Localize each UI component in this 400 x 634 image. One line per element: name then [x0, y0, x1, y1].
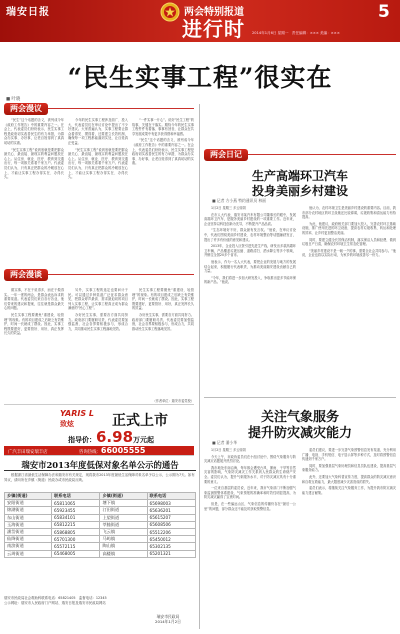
article-byline: ■ 记者 方小燕 特约通讯员 林丽	[212, 198, 266, 203]
table-header-row	[5, 493, 196, 500]
article-column-1	[204, 448, 296, 628]
notice-title-underline	[4, 470, 196, 471]
paragraph: “民生”这个话题的含义，被列成今年《政府工作报告》中的重要内容之一。在会上，代表委员们纷纷表示，民生实事工程是政府切实改善民生的有力举措，为群众办实事、办好事，让老百姓得到了真真切切的实惠。	[132, 138, 194, 166]
masthead	[0, 0, 400, 42]
ad-footer-bar	[4, 446, 194, 455]
table-body	[5, 500, 196, 558]
lowincome-table	[4, 492, 196, 558]
footer-contact: 瑞安市民政局社会救助科联系电话：65821405 监督电话：12345	[4, 596, 107, 600]
ad-price-value: 6.98	[96, 428, 134, 446]
article-title-line2: 提升防灾减灾能力	[247, 426, 352, 441]
table-row	[5, 521, 196, 528]
page-number: 5	[378, 2, 390, 22]
table-cell: 65572115	[52, 543, 100, 550]
paragraph: 一位来自基层的委员说，近年来，我市气象部门不断加强气象监测预警体系建设，气象预报的准确率和时效性明显提高，为防灾减灾赢得了宝贵时间。	[204, 486, 296, 500]
paragraph: “民生实事工程”说到底就是要把群众最关心、最直接、最现实的利益问题放在心上。从住房、就业、医疗、教育到交通出行，每一项都关系着千家万户。代表委员们认为，只有真正把群众的冷暖放在心上，才能让实事工程办得实在、办得长久。	[68, 147, 128, 180]
table-cell: 上望街道	[100, 514, 147, 521]
paragraph: “民生”这个话题的含义，被列成今年《政府工作报告》中的重要内容之一。在会上，代表委员们纷纷表示，民生实事工程是政府切实改善民生的有力举措，为群众办实事、办好事，让老百姓得到了真真切切的实惠。	[4, 118, 64, 145]
ad-price-unit: 万元起	[133, 436, 155, 444]
table-cell: 65868805	[52, 528, 100, 535]
date-line	[252, 31, 340, 36]
ad-hotline: 66005555	[100, 446, 146, 455]
ad-brand-cn: 致炫	[60, 420, 74, 428]
table-cell: 陶山镇	[100, 543, 147, 550]
article-title-line1: 关注气象服务	[260, 410, 339, 425]
column-header: 联系电话	[52, 493, 100, 500]
column-header: 乡镇(街道)	[100, 493, 147, 500]
paragraph: 今年的民生实事工程涉及面广、投入大，代表委员们在审议讨论中提出了不少好建议。大家普遍认为，实事工程要让群众看得见、摸得着，还要建立长效机制，确保每一项工程都能落到实处，让百姓真正受益。	[68, 118, 128, 145]
table-cell: 南滨街道	[5, 543, 52, 550]
ad-price	[68, 428, 154, 446]
table-row	[5, 543, 196, 550]
paragraph: “一件实事一片心”。说好“民生工程”的故事，关键在于落实。期待今年的民生实事工程件件有着落、事事有回音，让群众在共享发展成果中有更多获得感和幸福感。	[132, 118, 194, 136]
paragraph: 办好民生实事，需要各方面共同努力。政府部门要履职尽责，代表委员要加强监督，社会各界要积极参与，形成合力，共同推动民生实事工程落地见效。	[68, 312, 128, 331]
article-column-1	[204, 206, 296, 392]
main-headline: “民生实事工程”很实在	[67, 63, 333, 92]
table-row	[5, 507, 196, 514]
emblem-icon	[160, 2, 180, 22]
table-cell: 65811065	[52, 500, 100, 507]
table-cell: 65812215	[52, 521, 100, 528]
paragraph: 民生实事工程要避免“重建设、轻管理”的现象。有的项目建成之后缺乏有效维护，时间一长就成了摆设。因此，实事工程既要建好，更要管好、用好，真正发挥长久的效益。	[132, 288, 194, 311]
paragraph: “民生实事工程”说到底就是要把群众最关心、最直接、最现实的利益问题放在心上。从住房、就业、医疗、教育到交通出行，每一项都关系着千家万户。代表委员们认为，只有真正把群众的冷暖放在心上，才能让实事工程办得实在、办得长久。	[4, 147, 64, 180]
table-cell: 65468005	[52, 550, 100, 557]
paragraph: 1月2日 星期三 多云转阴	[211, 206, 246, 210]
table-cell: 高楼镇	[100, 550, 147, 557]
paragraph: 做实事，不在于说得多，而在于做得实。一年一度的两会，是群众表达诉求的重要渠道。代表委员们来自各行各业，他们带来的建议和提案，往往就是群众最关心的问题。	[4, 288, 64, 311]
footer-website: 公示网址：瑞安市人民政府门户网站、瑞安日报及瑞安市民政局网站	[4, 600, 106, 605]
lowincome-footer	[4, 596, 196, 606]
car-advertisement[interactable]	[4, 404, 194, 456]
commentary-signoff: （作者单位：瑞安市委党校）	[152, 399, 194, 403]
date-text: 2014年1月6日 星期一	[252, 31, 289, 35]
commentary-column-1	[4, 288, 64, 398]
section-label-mantan: 两会漫谈	[4, 269, 48, 281]
article-column-2	[302, 206, 396, 392]
special-title: 两会特别报道	[184, 7, 244, 18]
table-cell: 65701300	[52, 536, 100, 543]
article-title-line1: 生产高端环卫汽车	[251, 169, 348, 183]
paragraph: 委员们表示，将继续关注气象服务工作，为提升我市防灾减灾能力建言献策。	[302, 486, 396, 495]
table-row	[5, 528, 196, 535]
ad-headline: 正式上市	[112, 413, 168, 429]
article-column-2	[302, 448, 396, 628]
paragraph: 我市地处东南沿海，每年都会遭受台风、暴雨、干旱等自然灾害的影响，气象防灾减灾工作关系到人民群众的生命财产安全。委员们认为，提升气象服务水平，对于防灾减灾具有十分重要的意义。	[204, 465, 296, 484]
editorial-column-3	[132, 118, 194, 268]
paragraph: 为此，他建议，政府相关部门要加大投入，完善农村环卫基础设施，推广使用先进的环卫设备，提高农村垃圾收集、转运和处理的效率，让乡村更加整洁美丽。	[302, 221, 396, 235]
table-cell: 马屿镇	[100, 536, 147, 543]
table-cell: 潘岱街道	[5, 528, 52, 535]
table-cell: 65923455	[52, 507, 100, 514]
table-cell: 锦湖街道	[5, 507, 52, 514]
edition-text: 责任编辑：××× 美编：×××	[291, 31, 340, 35]
section-separator	[204, 397, 396, 398]
paragraph: 民生实事工程要避免“重建设、轻管理”的现象。有的项目建成之后缺乏有效维护，时间一长就成了摆设。因此，实事工程既要建好，更要管好、用好，真正发挥长久的效益。	[4, 312, 64, 336]
editorial-column-1	[4, 118, 64, 268]
paragraph: 另外，实事工程的选定也要问计于民。可以通过多种渠道广泛征求群众意见，把群众呼声最高、需求最迫切的项目列入实事工程，让实事工程真正成为群众满意的“民心工程”。	[68, 288, 128, 311]
table-row	[5, 514, 196, 521]
paragraph: 今天上午，市政协委员们在小组讨论中，围绕气象服务与防灾减灾话题展开热烈讨论。	[204, 454, 296, 464]
column-header: 联系电话	[147, 493, 195, 500]
table-cell: 65201321	[147, 550, 195, 557]
paragraph: 办好民生实事，需要各方面共同努力。政府部门要履职尽责，代表委员要加强监督，社会各界要积极参与，形成合力，共同推动民生实事工程落地见效。	[132, 312, 194, 331]
paragraph: 他表示，作为一名人大代表，要把企业的发展与地方的发展结合起来，积极履行代表职责，为推动美丽瑞安建设贡献自己的力量。	[204, 259, 296, 274]
table-cell: 65512206	[147, 528, 195, 535]
table-cell: 65698003	[147, 500, 195, 507]
paragraph: 但是，在一些偏远山区，气象信息的传播仍存在“最后一公里”的问题，部分群众还不能及时获取预警信息。	[204, 501, 296, 511]
paragraph: 委员们建议，要进一步完善气象预警信息发布渠道，充分利用广播、电视、手机短信、电子显示屏等多种方式，及时将预警信息传递到千家万户。	[302, 448, 396, 462]
column-divider	[199, 104, 200, 629]
table-cell: 莘塍街道	[100, 521, 147, 528]
editorial-column-2	[68, 118, 128, 268]
table-row	[5, 500, 196, 507]
table-cell: 塘下镇	[100, 500, 147, 507]
section-label-riji: 两会日记	[204, 149, 248, 161]
table-cell: 汀田街道	[100, 507, 147, 514]
paragraph: 2013年，企业投入巨资引进先进生产线，研发出多款高端环卫车辆，产品覆盖垃圾压缩、道路清扫、洒水降尘等多个领域，并销往全国20多个省市。	[204, 244, 296, 258]
article-title-line2: 投身美丽乡村建设	[251, 184, 348, 198]
lowincome-signature	[140, 614, 196, 624]
paragraph: 1月2日 星期三 多云转阴	[211, 448, 246, 452]
table-row	[5, 550, 196, 557]
table-cell: 65615207	[147, 514, 195, 521]
table-cell: 玉海街道	[5, 521, 52, 528]
table-cell: 安阳街道	[5, 500, 52, 507]
ad-price-label: 指导价：	[68, 436, 96, 444]
paragraph: “生态环境好不好，群众最有发言权。”他说，在审议讨论中，代表们围绕美丽乡村建设、农村环境整治等话题踊跃发言，提出了许多有价值的意见和建议。	[204, 228, 296, 242]
section-label-manyi: 两会漫议	[4, 103, 48, 115]
issue-date: 2014年1月2日	[155, 619, 181, 624]
issuing-org: 瑞安市民政局	[156, 614, 180, 619]
table-cell: 65834101	[52, 514, 100, 521]
table-cell: 东山街道	[5, 514, 52, 521]
paragraph: 他认为，农村环境卫生是美丽乡村建设的重要内容。目前，我市部分农村地区的环卫设施还比较薄弱，垃圾收集和清运能力有待提高。	[302, 206, 396, 220]
ad-brand-en: YARIS L	[60, 409, 94, 418]
ad-hotline-label: 咨询热线：	[78, 450, 101, 455]
headline-byline: ■ 叶晓	[6, 97, 21, 102]
section-title: 进行时	[182, 17, 245, 41]
lowincome-notice-title: 瑞安市2013年度低保对象名单公示的通告	[21, 460, 179, 470]
paragraph: “今年，我们将进一步加大研发投入，争取推出更多节能环保的新产品。”他说。	[204, 275, 296, 285]
lowincome-intro: 根据浙江省最低生活保障办法和瑞安市有关规定，现将我市2013年度最低生活保障对象名单予以公示，公示期为7天。如有异议，请向所在乡镇（街道）民政办或市民政局反映。	[4, 473, 195, 482]
ad-brand	[60, 409, 94, 418]
column-header: 乡镇(街道)	[5, 493, 52, 500]
table-cell: 65636201	[147, 507, 195, 514]
table-cell: 云周街道	[5, 550, 52, 557]
paragraph: “美丽乡村建设不是一朝一夕的事，需要全社会共同参与。”他说，企业也将以实际行动，为家乡的环境改善尽一份力。	[302, 248, 396, 258]
paragraph: 同时，要加强基层气象协理员和信息员队伍建设，提高基层气象服务能力。	[302, 463, 396, 473]
commentary-column-3	[132, 288, 194, 398]
table-cell: 65608506	[147, 521, 195, 528]
table-cell: 65302135	[147, 543, 195, 550]
article-byline: ■ 记者 潘小华	[212, 440, 237, 445]
commentary-column-2	[68, 288, 128, 398]
paragraph: 此外，还要加大气象科普宣传力度，提高群众的防灾减灾意识和自救互救能力，最大限度减少灾害造成的损失。	[302, 474, 396, 484]
table-cell: 65450012	[147, 536, 195, 543]
paragraph: 同时，要建立健全长效保洁机制，落实保洁人员和经费，做到垃圾日产日清，确保农村环境卫生常态化管理。	[302, 237, 396, 247]
table-cell: 飞云镇	[100, 528, 147, 535]
paper-name: 瑞安日报	[6, 7, 50, 18]
ad-dealer: 广汽丰田瑞安瑞丰店	[8, 450, 48, 455]
paragraph: 在市人大代表、瑞安市某汽车有限公司董事长的眼中，发展高端环卫汽车，是服务美丽乡村建设的一项重要工作。近年来，企业坚持以科技创新为先导，不断提升产品品质。	[204, 212, 296, 226]
table-row	[5, 536, 196, 543]
table-cell: 仙降街道	[5, 536, 52, 543]
